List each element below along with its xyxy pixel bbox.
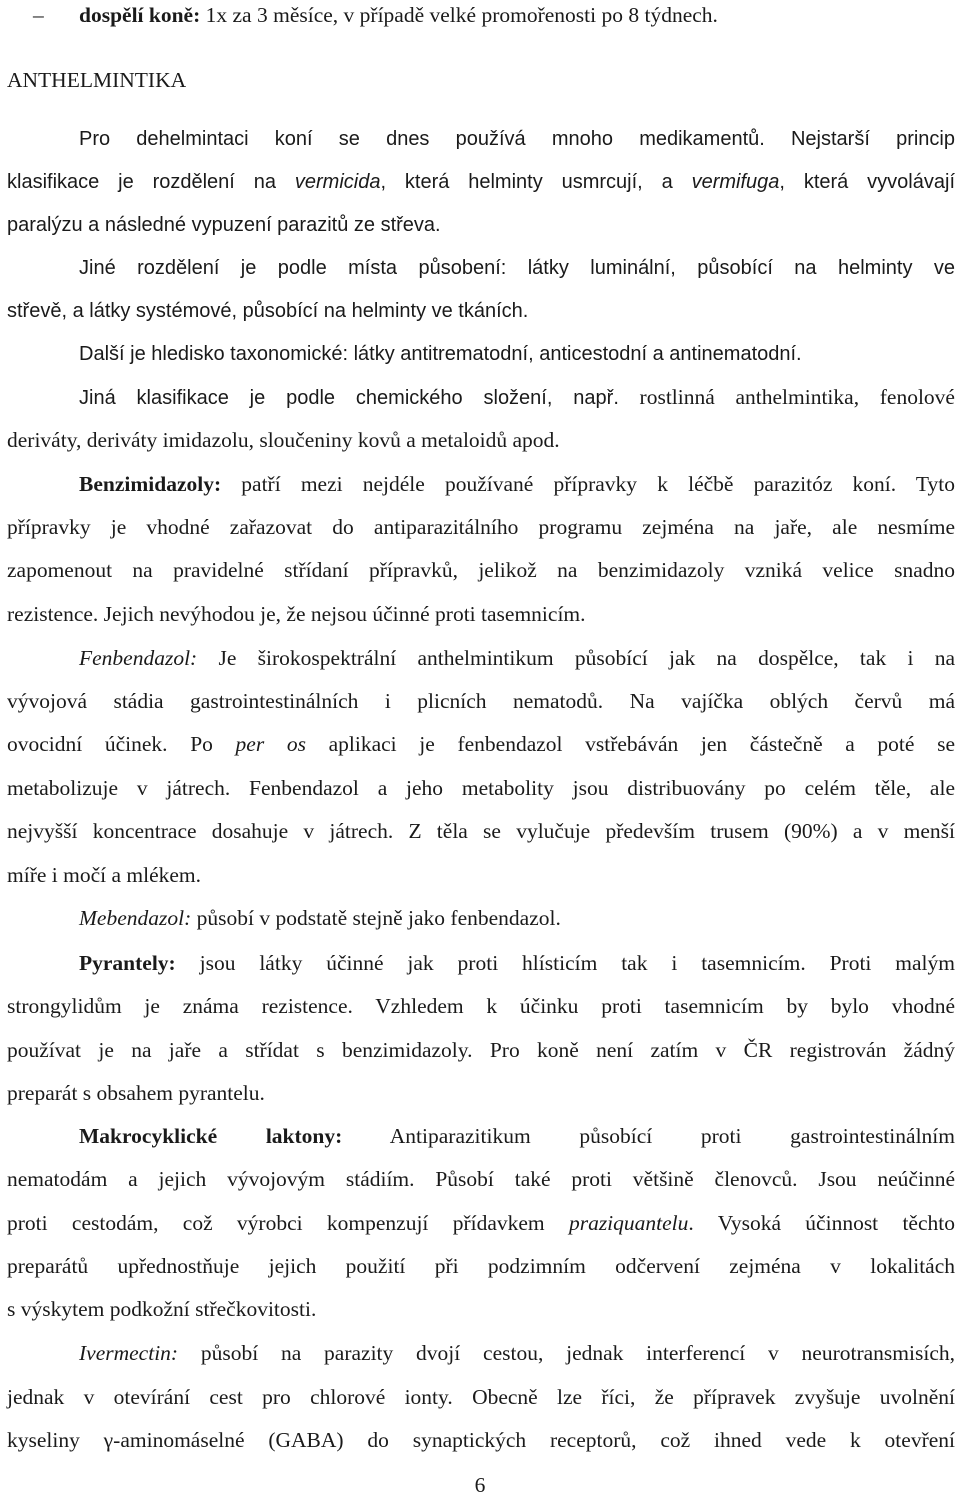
paragraph-macrocyclic-line-3: proti cestodám, což výrobci kompenzují přídavkem praziquantelu. Vysoká účinnost těchto [7, 1211, 955, 1235]
term-makrocyklicke-laktony: Makrocyklické laktony: [79, 1124, 343, 1148]
bullet-term: dospělí koně: [79, 3, 201, 27]
paragraph-classification-line-2: klasifikace je rozdělení na vermicida, která helminty usmrcují, a vermifuga, která vyvolávají [7, 171, 955, 193]
term-pyrantely: Pyrantely: [79, 951, 176, 975]
term-vermifuga: vermifuga [691, 171, 780, 193]
paragraph-action-site-line-1: Jiné rozdělení je podle místa působení: látky luminální, působící na helminty ve [79, 257, 955, 279]
paragraph-benzimidazoles-line-2: přípravky je vhodné zařazovat do antiparazitálního programu zejména na jaře, ale nesmíme [7, 515, 955, 539]
paragraph-fenbendazole-line-1: Fenbendazol: Je širokospektrální anthelmintikum působící jak na dospělce, tak i na [79, 646, 955, 670]
term-praziquantel: praziquantelu [568, 1211, 689, 1235]
paragraph-pyrantels-line-3: používat je na jaře a střídat s benzimidazoly. Pro koně není zatím v ČR registrován žádný [7, 1038, 955, 1062]
paragraph-ivermectin-line-2: jednak v otevírání cest pro chlorové ionty. Obecně lze říci, že přípravek zvyšuje uvolnění [7, 1385, 955, 1409]
paragraph-classification-line-3: paralýzu a následné vypuzení parazitů ze střeva. [7, 214, 441, 236]
paragraph-chemical-line-2: deriváty, deriváty imidazolu, sloučeniny kovů a metaloidů apod. [7, 428, 560, 452]
paragraph-pyrantels-line-4: preparát s obsahem pyrantelu. [7, 1081, 265, 1105]
paragraph-benzimidazoles-line-1: Benzimidazoly: patří mezi nejdéle používané přípravky k léčbě parazitóz koní. Tyto [79, 472, 955, 496]
paragraph-mebendazole: Mebendazol: působí v podstatě stejně jako fenbendazol. [79, 906, 561, 930]
paragraph-chemical-line-1: Jiná klasifikace je podle chemického složení, např. rostlinná anthelmintika, fenolové [79, 385, 955, 409]
paragraph-fenbendazole-line-4: metabolizuje v játrech. Fenbendazol a jeho metabolity jsou distribuovány po celém těle, ale [7, 776, 955, 800]
section-heading: ANTHELMINTIKA [7, 68, 187, 92]
paragraph-fenbendazole-line-2: vývojová stádia gastrointestinálních i plicních nematodů. Na vajíčka oblých červů má [7, 689, 955, 713]
paragraph-fenbendazole-line-6: míře i močí a mlékem. [7, 863, 202, 887]
term-fenbendazol: Fenbendazol: [79, 646, 198, 670]
paragraph-fenbendazole-line-5: nejvyšší koncentrace dosahuje v játrech. Z těla se vylučuje především trusem (90%) a v menší [7, 819, 955, 843]
term-vermicida: vermicida [294, 171, 381, 193]
paragraph-pyrantels-line-2: strongylidům je známa rezistence. Vzhledem k účinku proti tasemnicím by bylo vhodné [7, 994, 955, 1018]
paragraph-fenbendazole-line-3: ovocidní účinek. Po per os aplikaci je fenbendazol vstřebáván jen částečně a poté se [7, 732, 955, 756]
term-ivermectin: Ivermectin: [79, 1341, 179, 1365]
bullet-line: dospělí koně: 1x za 3 měsíce, v případě velké promořenosti po 8 týdnech. [79, 3, 718, 27]
paragraph-benzimidazoles-line-3: zapomenout na pravidelné střídaní přípravků, jelikož na benzimidazoly vzniká velice snadno [7, 558, 955, 582]
term-per-os: per os [235, 732, 306, 756]
term-benzimidazoly: Benzimidazoly: [79, 472, 222, 496]
paragraph-action-site-line-2: střevě, a látky systémové, působící na helminty ve tkáních. [7, 300, 529, 322]
page-number: 6 [474, 1473, 486, 1497]
paragraph-macrocyclic-line-2: nematodám a jejich vývojovým stádiím. Působí také proti většině členovců. Jsou neúčinné [7, 1167, 955, 1191]
paragraph-macrocyclic-line-5: s výskytem podkožní střečkovitosti. [7, 1297, 317, 1321]
paragraph-benzimidazoles-line-4: rezistence. Jejich nevýhodou je, že nejsou účinné proti tasemnicím. [7, 602, 586, 626]
bullet-dash: – [33, 3, 44, 27]
paragraph-ivermectin-line-3: kyseliny γ-aminomáselné (GABA) do synaptických receptorů, což ihned vede k otevření [7, 1428, 955, 1452]
paragraph-macrocyclic-line-1: Makrocyklické laktony: Antiparazitikum působící proti gastrointestinálním [79, 1124, 955, 1148]
paragraph-macrocyclic-line-4: preparátů upřednostňuje jejich použití při podzimním odčervení zejména v lokalitách [7, 1254, 955, 1278]
paragraph-ivermectin-line-1: Ivermectin: působí na parazity dvojí cestou, jednak interferencí v neurotransmisích, [79, 1341, 955, 1365]
term-mebendazol: Mebendazol: [79, 906, 192, 930]
paragraph-pyrantels-line-1: Pyrantely: jsou látky účinné jak proti hlísticím tak i tasemnicím. Proti malým [79, 951, 955, 975]
paragraph-classification-line-1: Pro dehelmintaci koní se dnes používá mnoho medikamentů. Nejstarší princip [79, 128, 955, 150]
paragraph-taxonomic: Další je hledisko taxonomické: látky antitrematodní, anticestodní a antinematodní. [79, 343, 802, 365]
